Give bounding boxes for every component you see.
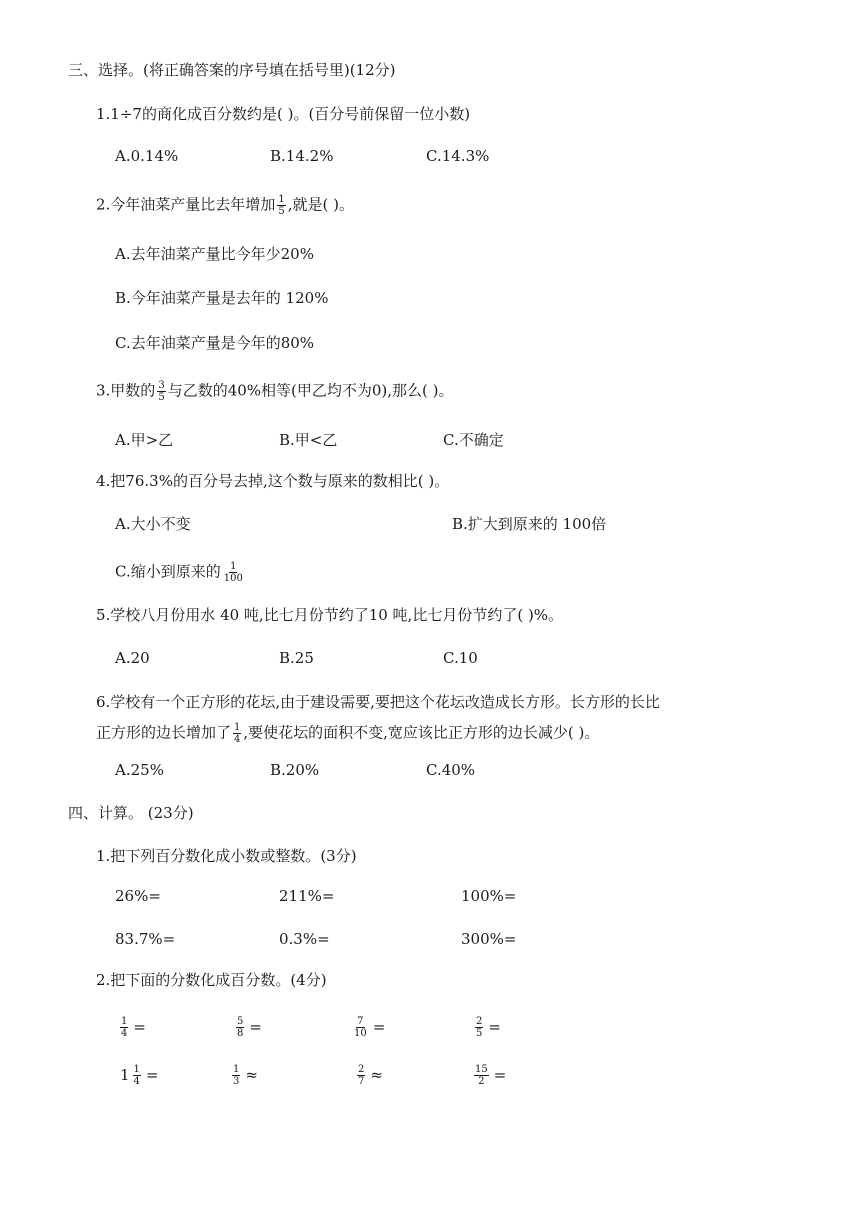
q5-option-b: B.25 [279,649,314,667]
fraction-denominator: 4 [121,1027,128,1039]
fraction-numerator: 1 [121,1015,128,1027]
section-4-heading: 四、计算。 (23分) [68,804,194,822]
q2-stem-post: ,就是( )。 [287,195,354,214]
equals-sign: = [133,1018,146,1036]
percent-item: 211%= [279,887,335,905]
q4-option-c [115,561,246,584]
calc-q2-stem: 2.把下面的分数化成百分数。(4分) [96,971,327,989]
fraction-numerator: 1 [230,561,237,572]
section-3-heading: 三、选择。(将正确答案的序号填在括号里)(12分) [68,61,396,79]
q1-stem: 1.1÷7的商化成百分数约是( )。(百分号前保留一位小数) [96,105,471,123]
approx-sign: ≈ [370,1066,383,1084]
q4-option-a: A.大小不变 [115,515,191,533]
q3-stem-pre: 3.甲数的 [96,381,156,400]
fraction-numerator: 5 [237,1015,244,1027]
fraction-item [355,1062,383,1087]
equals-sign: = [145,1066,159,1084]
q6-fraction [233,722,241,745]
equals-sign: = [372,1018,386,1036]
mixed-number-whole: 1 [120,1066,130,1084]
q6-stem-line2-pre: 正方形的边长增加了 [96,723,232,742]
fraction-item [230,1062,258,1087]
percent-item: 300%= [461,930,517,948]
equals-sign: = [493,1066,507,1084]
q5-stem: 5.学校八月份用水 40 吨,比七月份节约了10 吨,比七月份节约了( )%。 [96,606,564,624]
fraction [133,1064,141,1087]
fraction-denominator: 100 [223,573,243,584]
fraction-numerator: 1 [233,1063,240,1075]
fraction-denominator: 4 [234,734,241,745]
q4-option-c-pre: C.缩小到原来的 [115,562,221,581]
approx-sign: ≈ [245,1066,258,1084]
fraction-numerator: 1 [234,722,241,733]
fraction-numerator: 1 [278,194,285,205]
fraction [474,1064,489,1087]
q2-option-c: C.去年油菜产量是今年的80% [115,334,315,352]
fraction [353,1016,368,1039]
q1-option-a: A.0.14% [115,147,179,165]
q6-option-c: C.40% [426,761,476,779]
q2-option-a: A.去年油菜产量比今年少20% [115,245,314,263]
fraction-numerator: 2 [358,1063,365,1075]
fraction-denominator: 5 [278,206,285,217]
fraction-numerator: 3 [158,380,165,391]
fraction-denominator: 10 [354,1027,367,1039]
fraction-denominator: 4 [133,1075,140,1087]
fraction-item [234,1014,262,1039]
fraction-item [120,1062,159,1087]
q6-option-a: A.25% [115,761,164,779]
fraction-numerator: 2 [476,1015,483,1027]
fraction [120,1016,128,1039]
fraction-denominator: 2 [478,1075,485,1087]
percent-item: 0.3%= [279,930,330,948]
fraction-item [351,1014,385,1039]
q2-stem-pre: 2.今年油菜产量比去年增加 [96,195,276,214]
fraction-item [473,1014,501,1039]
fraction-numerator: 1 [133,1063,140,1075]
percent-item: 100%= [461,887,517,905]
q3-option-b: B.甲<乙 [279,431,338,449]
fraction-denominator: 5 [158,392,165,403]
q4-option-b: B.扩大到原来的 100倍 [452,515,607,533]
equals-sign: = [488,1018,501,1036]
percent-item: 26%= [115,887,161,905]
fraction-item [118,1014,146,1039]
fraction [236,1016,244,1039]
q6-stem-line2 [96,722,599,745]
fraction [232,1064,240,1087]
q3-fraction [157,380,165,403]
fraction [475,1016,483,1039]
fraction-denominator: 5 [476,1027,483,1039]
q2-option-b: B.今年油菜产量是去年的 120% [115,289,329,307]
percent-item: 83.7%= [115,930,176,948]
fraction [357,1064,365,1087]
fraction-item [472,1062,506,1087]
q6-stem-line1: 6.学校有一个正方形的花坛,由于建设需要,要把这个花坛改造成长方形。长方形的长比 [96,693,660,711]
q6-stem-line2-post: ,要使花坛的面积不变,宽应该比正方形的边长减少( )。 [243,723,600,742]
q5-option-a: A.20 [115,649,150,667]
fraction-denominator: 7 [358,1075,365,1087]
fraction-denominator: 3 [233,1075,240,1087]
q3-stem [96,380,454,403]
q1-option-b: B.14.2% [270,147,334,165]
q3-stem-post: 与乙数的40%相等(甲乙均不为0),那么( )。 [167,381,454,400]
q5-option-c: C.10 [443,649,478,667]
fraction-denominator: 8 [237,1027,244,1039]
fraction-numerator: 7 [357,1015,364,1027]
q6-option-b: B.20% [270,761,320,779]
q2-fraction [277,194,285,217]
calc-q1-stem: 1.把下列百分数化成小数或整数。(3分) [96,847,357,865]
q3-option-c: C.不确定 [443,431,504,449]
q4-fraction [223,561,244,584]
fraction-numerator: 15 [475,1063,488,1075]
q4-stem: 4.把76.3%的百分号去掉,这个数与原来的数相比( )。 [96,472,450,490]
q1-option-c: C.14.3% [426,147,490,165]
equals-sign: = [249,1018,262,1036]
q3-option-a: A.甲>乙 [115,431,174,449]
q2-stem [96,194,354,217]
